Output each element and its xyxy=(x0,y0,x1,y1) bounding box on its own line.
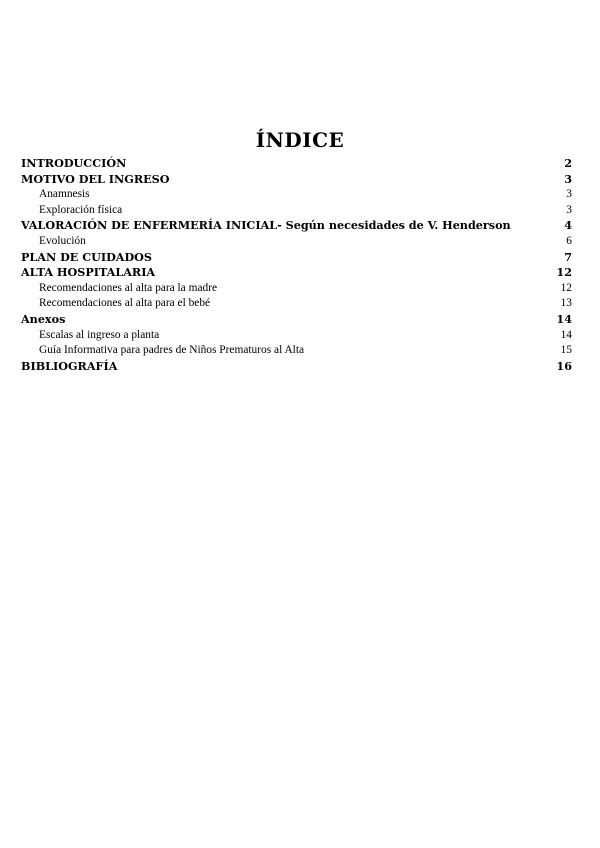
toc-entry[interactable] xyxy=(21,250,572,266)
toc-entry-label: VALORACIÓN DE ENFERMERÍA INICIAL- Según necesidades de V. Henderson xyxy=(21,218,511,233)
toc-entry[interactable] xyxy=(21,218,572,234)
toc-subentry[interactable] xyxy=(21,187,572,203)
toc-entry[interactable] xyxy=(21,312,572,328)
toc-subentry-label: Evolución xyxy=(39,234,86,247)
toc-subentry-label: Recomendaciones al alta para la madre xyxy=(39,281,218,294)
toc-subentry-label: Escalas al ingreso a planta xyxy=(39,328,160,341)
toc-subentry-label: Anamnesis xyxy=(39,188,90,201)
toc-subentry-page: 15 xyxy=(560,344,572,357)
toc-subentry-label: Guía Informativa para padres de Niños Prematuros al Alta xyxy=(39,344,305,357)
toc-subentry[interactable] xyxy=(21,281,572,297)
toc-subentry-page: 12 xyxy=(560,281,572,294)
table-of-contents xyxy=(21,156,572,374)
toc-subentry[interactable] xyxy=(21,343,572,359)
toc-entry[interactable] xyxy=(21,359,572,375)
toc-subentry-label: Exploración física xyxy=(39,203,123,216)
toc-entry-label: PLAN DE CUIDADOS xyxy=(21,249,153,264)
page-title: ÍNDICE xyxy=(255,128,345,152)
toc-entry-page: 16 xyxy=(556,358,572,373)
toc-entry-label: Anexos xyxy=(21,311,66,326)
toc-entry[interactable] xyxy=(21,265,572,281)
toc-entry-page: 14 xyxy=(556,311,572,326)
toc-entry-label: MOTIVO DEL INGRESO xyxy=(21,171,170,186)
toc-subentry[interactable] xyxy=(21,328,572,344)
toc-subentry-page: 3 xyxy=(566,203,572,216)
toc-entry-page: 4 xyxy=(564,218,572,233)
toc-entry-page: 2 xyxy=(564,156,572,170)
toc-subentry-page: 3 xyxy=(566,188,572,201)
toc-entry-label: ALTA HOSPITALARIA xyxy=(21,265,156,280)
toc-subentry-page: 13 xyxy=(560,297,572,310)
toc-entry[interactable] xyxy=(21,172,572,188)
toc-entry-page: 7 xyxy=(564,249,572,264)
toc-entry-label: BIBLIOGRAFÍA xyxy=(21,358,118,373)
toc-entry[interactable] xyxy=(21,156,572,172)
toc-entry-page: 12 xyxy=(556,265,572,280)
toc-subentry[interactable] xyxy=(21,296,572,312)
toc-subentry-page: 6 xyxy=(566,234,572,247)
toc-subentry[interactable] xyxy=(21,234,572,250)
toc-subentry-page: 14 xyxy=(560,328,572,341)
toc-entry-page: 3 xyxy=(564,171,572,186)
toc-subentry[interactable] xyxy=(21,203,572,219)
toc-entry-label: INTRODUCCIÓN xyxy=(21,156,127,170)
toc-subentry-label: Recomendaciones al alta para el bebé xyxy=(39,297,211,310)
